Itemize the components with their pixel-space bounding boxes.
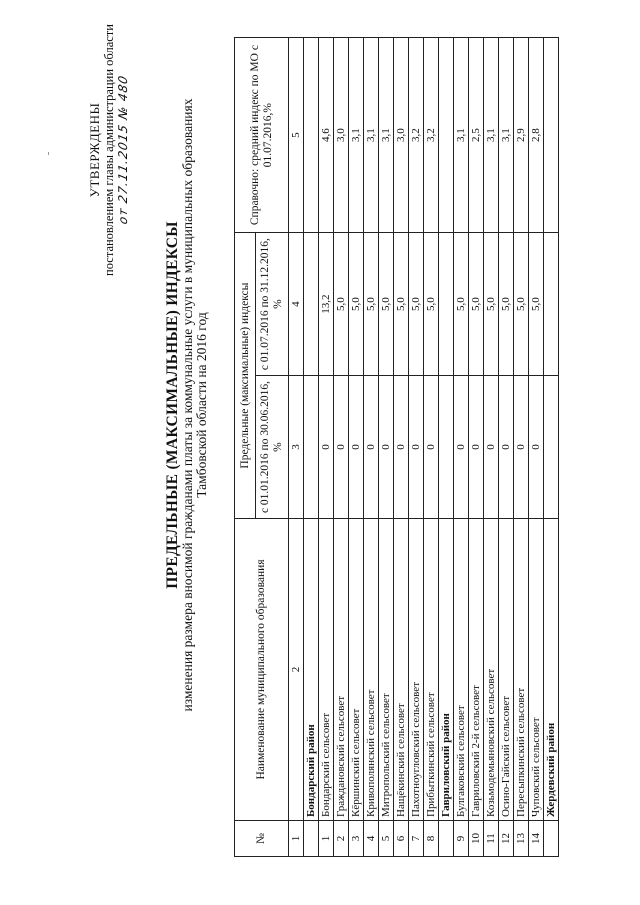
row-index-period-1: 0 [364, 376, 379, 519]
row-name: Кривополянский сельсовет [364, 518, 379, 820]
row-reference-index: 3,1 [499, 38, 514, 233]
row-index-period-1 [439, 376, 454, 519]
table-row [334, 38, 349, 857]
row-reference-index: 3,1 [454, 38, 469, 233]
handwritten-date-number: от 27.11.2015 № 480 [116, 74, 130, 226]
row-index-period-2: 5,0 [379, 233, 394, 376]
table-row [364, 38, 379, 857]
row-index-period-1: 0 [319, 376, 334, 519]
row-index-period-1: 0 [484, 376, 499, 519]
document-title [164, 25, 209, 785]
row-name: Козьмодемьяновский сельсовет [484, 518, 499, 820]
row-number [439, 820, 454, 856]
row-name: Прибыткинский сельсовет [424, 518, 439, 820]
row-index-period-2: 5,0 [529, 233, 544, 376]
row-reference-index: 4,6 [319, 38, 334, 233]
header-no: № [235, 820, 289, 856]
row-reference-index: 2,9 [514, 38, 529, 233]
row-reference-index: 3,1 [349, 38, 364, 233]
row-number [304, 820, 319, 856]
row-reference-index: 3,1 [379, 38, 394, 233]
row-number [544, 820, 559, 856]
district-row [544, 38, 559, 857]
approval-block [88, 5, 130, 295]
table-row [484, 38, 499, 857]
row-reference-index: 3,1 [484, 38, 499, 233]
header-name: Наименование муниципального образования [235, 518, 289, 820]
row-index-period-2 [439, 233, 454, 376]
row-name: Граждановский сельсовет [334, 518, 349, 820]
table-row [319, 38, 334, 857]
row-number: 9 [454, 820, 469, 856]
table-row [499, 38, 514, 857]
row-index-period-2: 5,0 [409, 233, 424, 376]
row-index-period-2: 5,0 [469, 233, 484, 376]
row-index-period-1 [304, 376, 319, 519]
row-name: Жердевский район [544, 518, 559, 820]
indices-table [234, 37, 559, 857]
row-number: 3 [349, 820, 364, 856]
row-reference-index [544, 38, 559, 233]
row-index-period-2: 5,0 [364, 233, 379, 376]
table-body [304, 38, 559, 857]
title-main: ПРЕДЕЛЬНЫЕ (МАКСИМАЛЬНЫЕ) ИНДЕКСЫ [164, 221, 181, 589]
header-ref: Справочно: средний индекс по МО с 01.07.2016,% [235, 38, 289, 233]
table-row [424, 38, 439, 857]
row-index-period-2: 5,0 [484, 233, 499, 376]
row-name: Гавриловский 2-й сельсовет [469, 518, 484, 820]
row-name: Булгаковский сельсовет [454, 518, 469, 820]
row-index-period-2 [304, 233, 319, 376]
row-name: Гавриловский район [439, 518, 454, 820]
row-index-period-2: 5,0 [334, 233, 349, 376]
row-number: 2 [334, 820, 349, 856]
approval-line: постановлением главы администрации области [102, 24, 116, 276]
row-index-period-2: 5,0 [349, 233, 364, 376]
row-name: Кёршинский сельсовет [349, 518, 364, 820]
row-name: Чуповский сельсовет [529, 518, 544, 820]
header-period-1: с 01.01.2016 по 30.06.2016, % [256, 376, 289, 519]
row-number: 6 [394, 820, 409, 856]
row-index-period-1: 0 [514, 376, 529, 519]
row-index-period-1: 0 [349, 376, 364, 519]
row-number: 12 [499, 820, 514, 856]
row-index-period-1: 0 [529, 376, 544, 519]
row-name: Пахотноугловский сельсовет [409, 518, 424, 820]
row-index-period-2: 5,0 [514, 233, 529, 376]
row-reference-index: 3,0 [394, 38, 409, 233]
column-number: 2 [289, 518, 304, 820]
row-reference-index: 2,5 [469, 38, 484, 233]
row-index-period-1: 0 [409, 376, 424, 519]
table-row [469, 38, 484, 857]
column-number-row [289, 38, 304, 857]
row-number: 1 [319, 820, 334, 856]
table-row [394, 38, 409, 857]
column-number: 4 [289, 233, 304, 376]
table-row [379, 38, 394, 857]
district-row [304, 38, 319, 857]
row-reference-index: 3,0 [334, 38, 349, 233]
row-number: 8 [424, 820, 439, 856]
row-name: Бондарский сельсовет [319, 518, 334, 820]
row-index-period-2: 5,0 [394, 233, 409, 376]
district-row [439, 38, 454, 857]
table-row [454, 38, 469, 857]
title-sub-1: изменения размера вносимой гражданами платы за коммунальные услуги в муниципальных образованиях [180, 98, 195, 712]
row-index-period-2 [544, 233, 559, 376]
row-index-period-2: 5,0 [454, 233, 469, 376]
table-row [514, 38, 529, 857]
row-reference-index: 2,8 [529, 38, 544, 233]
row-index-period-2: 5,0 [424, 233, 439, 376]
row-reference-index [439, 38, 454, 233]
row-reference-index: 3,2 [409, 38, 424, 233]
row-name: Митропольский сельсовет [379, 518, 394, 820]
row-number: 4 [364, 820, 379, 856]
row-name: Осино-Гайский сельсовет [499, 518, 514, 820]
row-index-period-1: 0 [454, 376, 469, 519]
row-index-period-1: 0 [469, 376, 484, 519]
row-name: Бондарский район [304, 518, 319, 820]
header-group: Предельные (максимальные) индексы [235, 233, 256, 519]
row-number: 7 [409, 820, 424, 856]
row-index-period-1: 0 [394, 376, 409, 519]
row-number: 14 [529, 820, 544, 856]
table-row [409, 38, 424, 857]
row-reference-index: 3,2 [424, 38, 439, 233]
row-number: 5 [379, 820, 394, 856]
row-number: 13 [514, 820, 529, 856]
column-number: 3 [289, 376, 304, 519]
row-reference-index: 3,1 [364, 38, 379, 233]
row-number: 10 [469, 820, 484, 856]
row-name: Пересыпкинский сельсовет [514, 518, 529, 820]
row-index-period-2: 5,0 [499, 233, 514, 376]
row-index-period-1: 0 [334, 376, 349, 519]
row-name: Нащёкинский сельсовет [394, 518, 409, 820]
column-number: 1 [289, 820, 304, 856]
row-index-period-2: 13,2 [319, 233, 334, 376]
header-period-2: с 01.07.2016 по 31.12.2016, % [256, 233, 289, 376]
title-sub-2: Тамбовской области на 2016 год [194, 312, 209, 498]
row-index-period-1 [544, 376, 559, 519]
table-row [529, 38, 544, 857]
row-number: 11 [484, 820, 499, 856]
row-index-period-1: 0 [424, 376, 439, 519]
table-row [349, 38, 364, 857]
row-index-period-1: 0 [499, 376, 514, 519]
row-reference-index [304, 38, 319, 233]
column-number: 5 [289, 38, 304, 233]
scan-mark [48, 152, 49, 155]
approval-heading: УТВЕРЖДЕНЫ [87, 102, 102, 198]
row-index-period-1: 0 [379, 376, 394, 519]
